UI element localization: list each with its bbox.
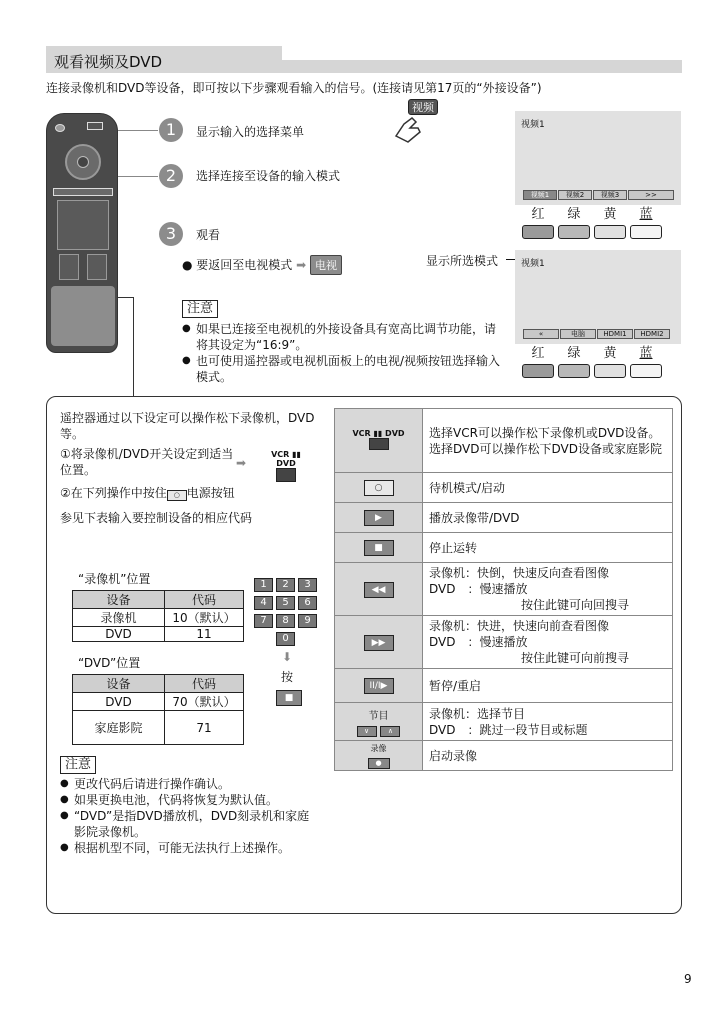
color-buttons-icon: [53, 188, 113, 196]
color-label-red: 红: [531, 207, 545, 222]
yellow-button[interactable]: [594, 364, 626, 378]
color-buttons-1: [522, 207, 666, 239]
table-header: 设备: [73, 675, 165, 693]
step-2-text: 选择连接至设备的输入模式: [196, 169, 341, 183]
notice-top-label: 注意: [182, 300, 218, 318]
step-2-number: 2: [159, 164, 183, 188]
input-button-icon: [87, 122, 103, 130]
numpad-key[interactable]: 5: [276, 596, 295, 610]
table-cell: 71: [165, 711, 244, 745]
op-text-cell: [423, 409, 673, 473]
vcr-position-title: “录像机”位置: [78, 572, 151, 586]
color-label-green: 绿: [567, 346, 581, 361]
tab-hdmi1[interactable]: HDMI1: [597, 329, 633, 339]
numpad-graphic: [254, 576, 326, 648]
record-label: 录像: [370, 743, 387, 753]
dvd-code-table: [72, 674, 244, 745]
vcr-dvd-switch: [262, 450, 310, 485]
numpad-key[interactable]: 4: [254, 596, 273, 610]
switch-label: VCR ▮▮ DVD: [271, 450, 301, 468]
notice-lower-item: ● 根据机型不同，可能无法执行上述操作。: [60, 840, 318, 856]
power-button-icon: ○: [167, 490, 187, 501]
setup-step-2-pre: ②在下列操作中按住: [60, 486, 167, 500]
chevron-up-icon: ∧: [380, 726, 400, 737]
fast-forward-button-icon: ▶▶: [364, 635, 394, 651]
op-text-cell: 播放录像带/DVD: [423, 503, 673, 533]
table-header: 代码: [165, 591, 244, 609]
title-rule: [282, 60, 682, 73]
op-icon-cell: [335, 503, 423, 533]
tab-next[interactable]: >>: [628, 190, 674, 200]
selected-mode-caption: 显示所选模式: [426, 254, 499, 268]
power-button-icon: ○: [364, 480, 394, 496]
color-label-yellow: 黄: [603, 207, 617, 222]
numpad-key[interactable]: 8: [276, 614, 295, 628]
op-line: 录像机：快进，快速向前查看图像: [429, 619, 610, 633]
channel-icon: [87, 254, 107, 280]
op-text-cell: [423, 563, 673, 616]
page-title: 观看视频及DVD: [46, 46, 282, 73]
numpad-key[interactable]: 0: [276, 632, 295, 646]
op-icon-cell: [335, 669, 423, 703]
tab-hdmi2[interactable]: HDMI2: [634, 329, 670, 339]
play-button-icon: ▶: [364, 510, 394, 526]
notice-lower-label-wrap: [60, 756, 96, 774]
chevron-down-icon: ∨: [357, 726, 377, 737]
stop-button-icon: ■: [364, 540, 394, 556]
op-line: DVD ：慢速播放: [429, 635, 528, 649]
return-tv-text: 要返回至电视模式: [196, 258, 293, 272]
screen2-title: 视频1: [521, 259, 545, 269]
notice-top-list: [182, 321, 502, 385]
setup-step-2: [60, 484, 235, 501]
numpad-key[interactable]: 9: [298, 614, 317, 628]
op-text-cell: 停止运转: [423, 533, 673, 563]
op-line: 选择VCR可以操作松下录像机或DVD设备。: [429, 425, 661, 440]
input-menu-screen: [515, 111, 681, 205]
color-label-red: 红: [531, 346, 545, 361]
op-text-cell: 待机模式/启动: [423, 473, 673, 503]
step-3-number: 3: [159, 222, 183, 246]
table-header: 代码: [165, 675, 244, 693]
table-cell: DVD: [73, 627, 165, 642]
op-text-cell: 暂停/重启: [423, 669, 673, 703]
tab-video1[interactable]: 视频1: [523, 190, 557, 200]
table-cell: 11: [165, 627, 244, 642]
record-button-icon: ●: [368, 758, 390, 769]
pause-play-button-icon: II/I▶: [364, 678, 394, 694]
table-cell: DVD: [73, 693, 165, 711]
numpad-key[interactable]: 6: [298, 596, 317, 610]
step-3-text: 观看: [196, 228, 221, 242]
vcr-code-table: [72, 590, 244, 642]
op-text-cell: [423, 703, 673, 741]
step-1-number: 1: [159, 118, 183, 142]
notice-lower-item: ● 如果更换电池，代码将恢复为默认值。: [60, 792, 318, 808]
op-icon-cell: [335, 409, 423, 473]
numpad-key[interactable]: 3: [298, 578, 317, 592]
op-icon-cell: [335, 616, 423, 669]
color-label-green: 绿: [567, 207, 581, 222]
op-line: DVD ：慢速播放: [429, 582, 528, 596]
red-button[interactable]: [522, 225, 554, 239]
op-line: 录像机：选择节目: [429, 706, 526, 721]
numpad-icon: [57, 200, 109, 250]
op-line: 选择DVD可以操作松下DVD设备或家庭影院: [429, 441, 662, 456]
rewind-button-icon: ◀◀: [364, 582, 394, 598]
switch-icon: [276, 468, 296, 482]
screen1-title: 视频1: [521, 120, 545, 130]
power-button-icon: [55, 124, 65, 132]
stop-button-icon: ■: [276, 690, 302, 706]
op-icon-cell: [335, 703, 423, 741]
bullet-icon: ●: [182, 258, 197, 272]
table-cell: 10（默认）: [165, 609, 244, 627]
arrow-right-icon: ➡: [296, 258, 311, 272]
red-button[interactable]: [522, 364, 554, 378]
arrow-right-icon: ➡: [236, 456, 247, 470]
intro-text: 连接录像机和DVD等设备，即可按以下步骤观看输入的信号。(连接请见第17页的“外接设备”): [46, 81, 542, 95]
setup-heading: 遥控器通过以下设定可以操作松下录像机，DVD等。: [60, 411, 315, 441]
notice-lower-list: [60, 776, 318, 856]
op-line: 按住此键可向回搜寻: [485, 598, 630, 612]
switch-icon: [369, 438, 389, 450]
notice-top-item: ● 也可使用遥控器或电视机面板上的电视/视频按钮选择输入模式。: [182, 353, 502, 385]
op-line: 按住此键可向前搜寻: [485, 651, 630, 665]
page-number: 9: [684, 972, 692, 986]
tab-pc[interactable]: 电脑: [560, 329, 596, 339]
notice-lower-label: 注意: [60, 756, 96, 774]
green-button[interactable]: [558, 364, 590, 378]
yellow-button[interactable]: [594, 225, 626, 239]
operations-table: [334, 408, 673, 771]
setup-step-1: ①将录像机/DVD开关设定到适当位置。: [60, 447, 234, 477]
arrow-down-icon: ⬇: [282, 650, 293, 664]
setup-step-2-post: 电源按钮: [186, 486, 235, 500]
op-text-cell: [423, 616, 673, 669]
blue-button[interactable]: [630, 364, 662, 378]
op-icon-cell: [335, 563, 423, 616]
vcr-dvd-panel: [51, 286, 115, 346]
tab-video2[interactable]: 视频2: [558, 190, 592, 200]
video-button-label: 视频: [408, 99, 438, 115]
color-label-blue: 蓝: [639, 207, 653, 222]
op-icon-cell: [335, 533, 423, 563]
notice-lower-item: ● 更改代码后请进行操作确认。: [60, 776, 318, 792]
color-label-blue: 蓝: [639, 346, 653, 361]
program-label: 节目: [368, 710, 389, 722]
screen1-tabbar: [523, 190, 675, 200]
table-header: 设备: [73, 591, 165, 609]
op-line: DVD ：跳过一段节目或标题: [429, 722, 588, 737]
notice-lower-item: ● “DVD”是指DVD播放机，DVD刻录机和家庭影院录像机。: [60, 808, 318, 840]
selected-mode-screen: [515, 250, 681, 344]
table-cell: 70（默认）: [165, 693, 244, 711]
table-cell: 录像机: [73, 609, 165, 627]
dpad-icon: [65, 144, 101, 180]
table-cell: 家庭影院: [73, 711, 165, 745]
op-icon-cell: [335, 473, 423, 503]
tab-video3[interactable]: 视频3: [593, 190, 627, 200]
vcr-dvd-switch-icon: VCR ▮▮ DVD: [352, 428, 405, 438]
color-buttons-2: [522, 346, 666, 378]
step-1-text: 显示输入的选择菜单: [196, 125, 305, 139]
numpad-key[interactable]: 1: [254, 578, 273, 592]
dvd-position-title: “DVD”位置: [78, 656, 141, 670]
green-button[interactable]: [558, 225, 590, 239]
notice-top-label-wrap: [182, 300, 218, 318]
volume-icon: [59, 254, 79, 280]
press-label: 按: [281, 670, 294, 684]
numpad-key[interactable]: 2: [276, 578, 295, 592]
setup-ref: 参见下表输入要控制设备的相应代码: [60, 511, 253, 525]
op-icon-cell: [335, 741, 423, 771]
tab-prev[interactable]: «: [523, 329, 559, 339]
return-tv-line: [182, 255, 342, 275]
remote-control: [46, 113, 118, 353]
color-label-yellow: 黄: [603, 346, 617, 361]
tv-button: 电视: [310, 255, 342, 275]
op-text-cell: 启动录像: [423, 741, 673, 771]
numpad-key[interactable]: 7: [254, 614, 273, 628]
op-line: 录像机：快倒，快速反向查看图像: [429, 566, 610, 580]
screen2-tabbar: [523, 329, 671, 339]
blue-button[interactable]: [630, 225, 662, 239]
notice-top-item: ● 如果已连接至电视机的外接设备具有宽高比调节功能，请将其设定为“16:9”。: [182, 321, 502, 353]
